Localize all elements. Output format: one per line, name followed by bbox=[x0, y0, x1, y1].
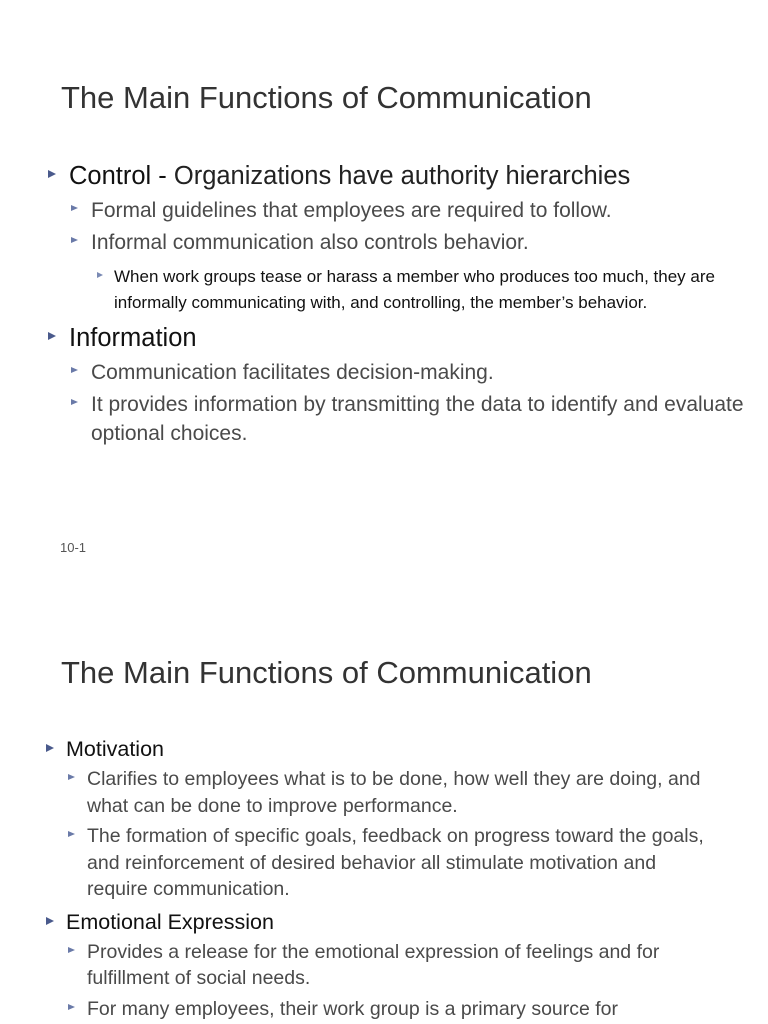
sub-bullet-text: The formation of specific goals, feedback on progress toward the goals, and reinforcement of desired behavior all stimulate motivation and require communication. bbox=[87, 825, 704, 900]
bullet-text: Information bbox=[69, 324, 197, 352]
sub-bullet-text: Informal communication also controls behavior. bbox=[91, 231, 529, 254]
sub-bullet-text: It provides information by transmitting the data to identify and evaluate optional choices. bbox=[91, 393, 744, 445]
sub-bullet bbox=[0, 823, 768, 903]
bullet-text: Organizations have authority hierarchies bbox=[166, 162, 631, 190]
bullet-bold-label: Control - bbox=[69, 162, 167, 190]
bullet-information bbox=[0, 322, 768, 355]
bullet-motivation bbox=[0, 736, 768, 762]
sub-bullet bbox=[0, 390, 768, 448]
bullet-arrow-icon bbox=[68, 1004, 75, 1010]
sub-bullet-text: Provides a release for the emotional expression of feelings and for fulfillment of social needs. bbox=[87, 940, 660, 989]
sub-bullet-text: For many employees, their work group is a primary source for bbox=[87, 997, 619, 1020]
bullet-arrow-icon bbox=[97, 272, 103, 278]
sub-bullet bbox=[0, 939, 768, 992]
slide-2 bbox=[0, 576, 768, 1024]
sub-sub-bullet bbox=[0, 264, 768, 315]
bullet-emotional-expression bbox=[0, 909, 768, 935]
bullet-arrow-icon bbox=[71, 399, 78, 405]
bullet-text: Emotional Expression bbox=[66, 909, 274, 934]
bullet-arrow-icon bbox=[71, 205, 78, 211]
slide-title: The Main Functions of Communication bbox=[61, 80, 592, 115]
bullet-arrow-icon bbox=[48, 170, 56, 178]
bullet-arrow-icon bbox=[68, 831, 75, 837]
bullet-list bbox=[0, 736, 768, 1022]
sub-bullet bbox=[0, 358, 768, 387]
sub-bullet bbox=[0, 766, 768, 819]
bullet-arrow-icon bbox=[46, 917, 54, 925]
sub-bullet bbox=[0, 996, 768, 1023]
bullet-arrow-icon bbox=[48, 332, 56, 340]
slide-title: The Main Functions of Communication bbox=[61, 655, 592, 690]
bullet-list bbox=[0, 160, 768, 448]
bullet-text: Motivation bbox=[66, 737, 164, 761]
bullet-arrow-icon bbox=[68, 774, 75, 780]
sub-sub-bullet-text: When work groups tease or harass a member who produces too much, they are informally communicating with, and controlling, the member’s behavior. bbox=[114, 267, 715, 312]
sub-bullet-text: Formal guidelines that employees are required to follow. bbox=[91, 199, 612, 222]
bullet-control bbox=[0, 160, 768, 193]
bullet-arrow-icon bbox=[71, 367, 78, 373]
bullet-arrow-icon bbox=[68, 947, 75, 953]
sub-bullet-text: Clarifies to employees what is to be done, how well they are doing, and what can be done to improve performance. bbox=[87, 768, 701, 817]
bullet-arrow-icon bbox=[71, 237, 78, 243]
sub-bullet-text: Communication facilitates decision-making. bbox=[91, 361, 494, 384]
bullet-arrow-icon bbox=[46, 744, 54, 752]
sub-bullet bbox=[0, 196, 768, 225]
slide-number: 10-1 bbox=[60, 540, 87, 555]
sub-bullet bbox=[0, 228, 768, 257]
